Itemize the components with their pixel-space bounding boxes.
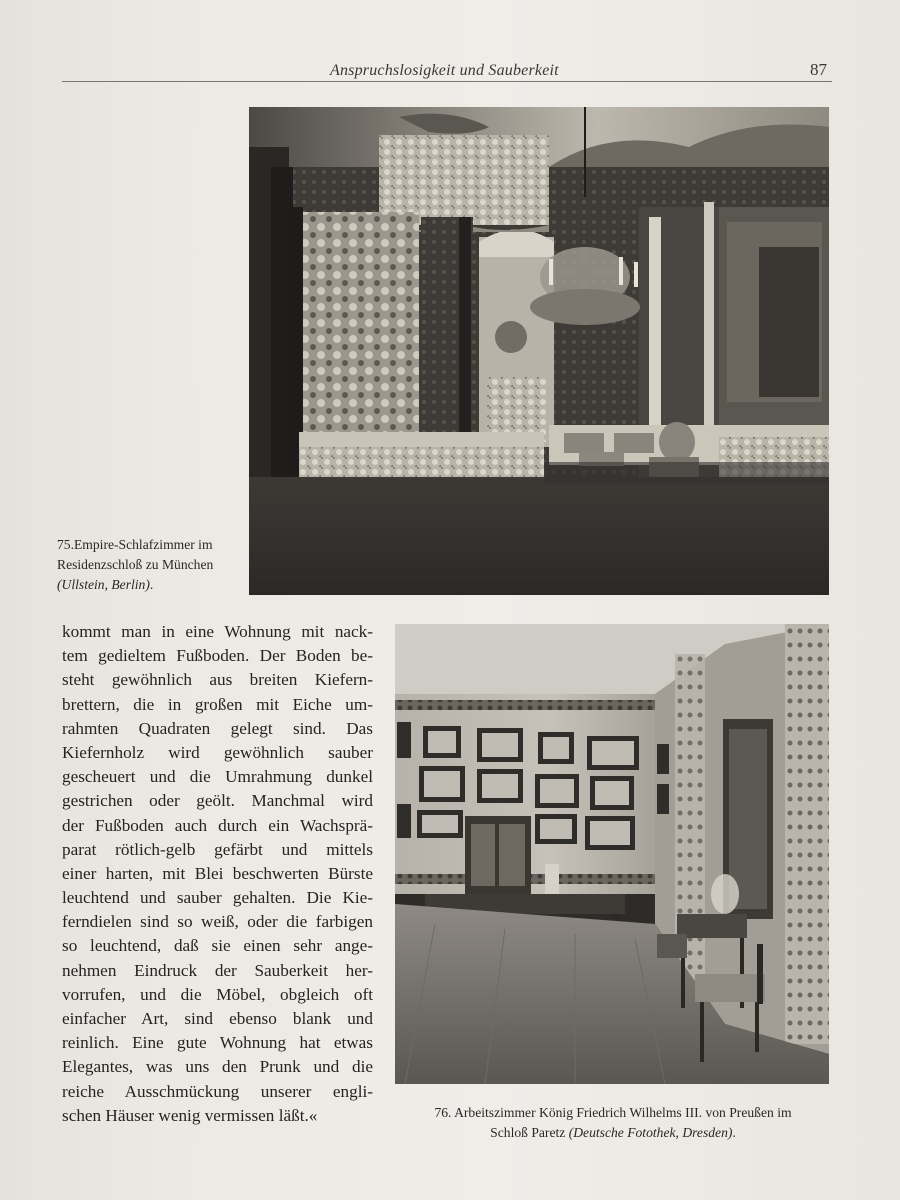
- body-text-line: Kiefernholz wird gewöhnlich sauber: [62, 742, 373, 762]
- body-text-line: gestrichen oder geölt. Manchmal wird: [62, 791, 373, 811]
- body-text-line: vorrufen, und die Möbel, obgleich oft: [62, 984, 373, 1004]
- body-text-line: rahmten Quadraten gelegt sind. Das: [62, 718, 373, 738]
- figure-75-caption-line: 75.Empire-Schlafzimmer im: [57, 537, 213, 552]
- photo-empire-bedroom: [249, 107, 829, 595]
- photo-study-room: [395, 624, 829, 1084]
- page-number: 87: [810, 60, 827, 79]
- figure-76-caption-line: 76. Arbeitszimmer König Friedrich Wilhelms III. von Preußen im: [434, 1105, 792, 1120]
- figure-76-caption-line: Schloß Paretz: [490, 1125, 569, 1140]
- figure-76-caption-end: .: [732, 1125, 736, 1140]
- figure-75-caption-end: .: [149, 577, 154, 592]
- figure-75-caption-line: Residenzschloß zu München: [57, 557, 214, 572]
- body-text-line: einfacher Art, sind ebenso blank und: [62, 1009, 373, 1028]
- figure-75-credit: (Ullstein, Berlin): [57, 577, 150, 592]
- photo-empire-bedroom-image: [249, 107, 829, 595]
- body-text-line: so leuchtend, daß sie einen sehr ange-: [62, 936, 373, 956]
- header-rule: [62, 81, 832, 82]
- body-text-line: leuchtend und sauber gehalten. Die Kie-: [62, 888, 373, 908]
- photo-study-room-image: [395, 624, 829, 1084]
- body-text-line: reiche Ausschmückung unserer engli-: [62, 1081, 373, 1101]
- figure-76-credit: (Deutsche Fotothek, Dresden): [568, 1125, 733, 1140]
- body-text-line: parat rötlich-gelb gefärbt und mittels: [62, 839, 373, 859]
- body-text-line: tem gedieltem Fußboden. Der Boden be-: [62, 646, 373, 666]
- figure-76-caption: [395, 1103, 831, 1143]
- body-text-line: steht gewöhnlich aus breiten Kiefern-: [62, 670, 373, 690]
- body-text-line: der Fußboden auch durch ein Wachsprä-: [62, 815, 373, 835]
- body-text-line: einer harten, mit Blei beschwerten Bürste: [62, 863, 373, 883]
- body-text-line: brettern, die in großen mit Eiche um-: [62, 694, 373, 714]
- body-text-line: schen Häuser wenig vermissen läßt.«: [62, 1105, 318, 1125]
- body-text-line: ferndielen sind so weiß, oder die farbigen: [62, 912, 373, 932]
- body-text-line: Elegantes, was uns den Prunk und die: [62, 1057, 373, 1077]
- body-text: [62, 620, 373, 1128]
- running-title: Anspruchslosigkeit und Sauberkeit: [330, 62, 559, 79]
- body-text-line: nehmen Eindruck der Sauberkeit her-: [62, 960, 373, 980]
- body-text-line: kommt man in eine Wohnung mit nack-: [62, 622, 373, 641]
- figure-75-caption: [57, 535, 237, 595]
- body-text-line: reinlich. Eine gute Wohnung hat etwas: [62, 1033, 373, 1053]
- body-text-line: gescheuert und die Umrahmung dunkel: [62, 767, 373, 787]
